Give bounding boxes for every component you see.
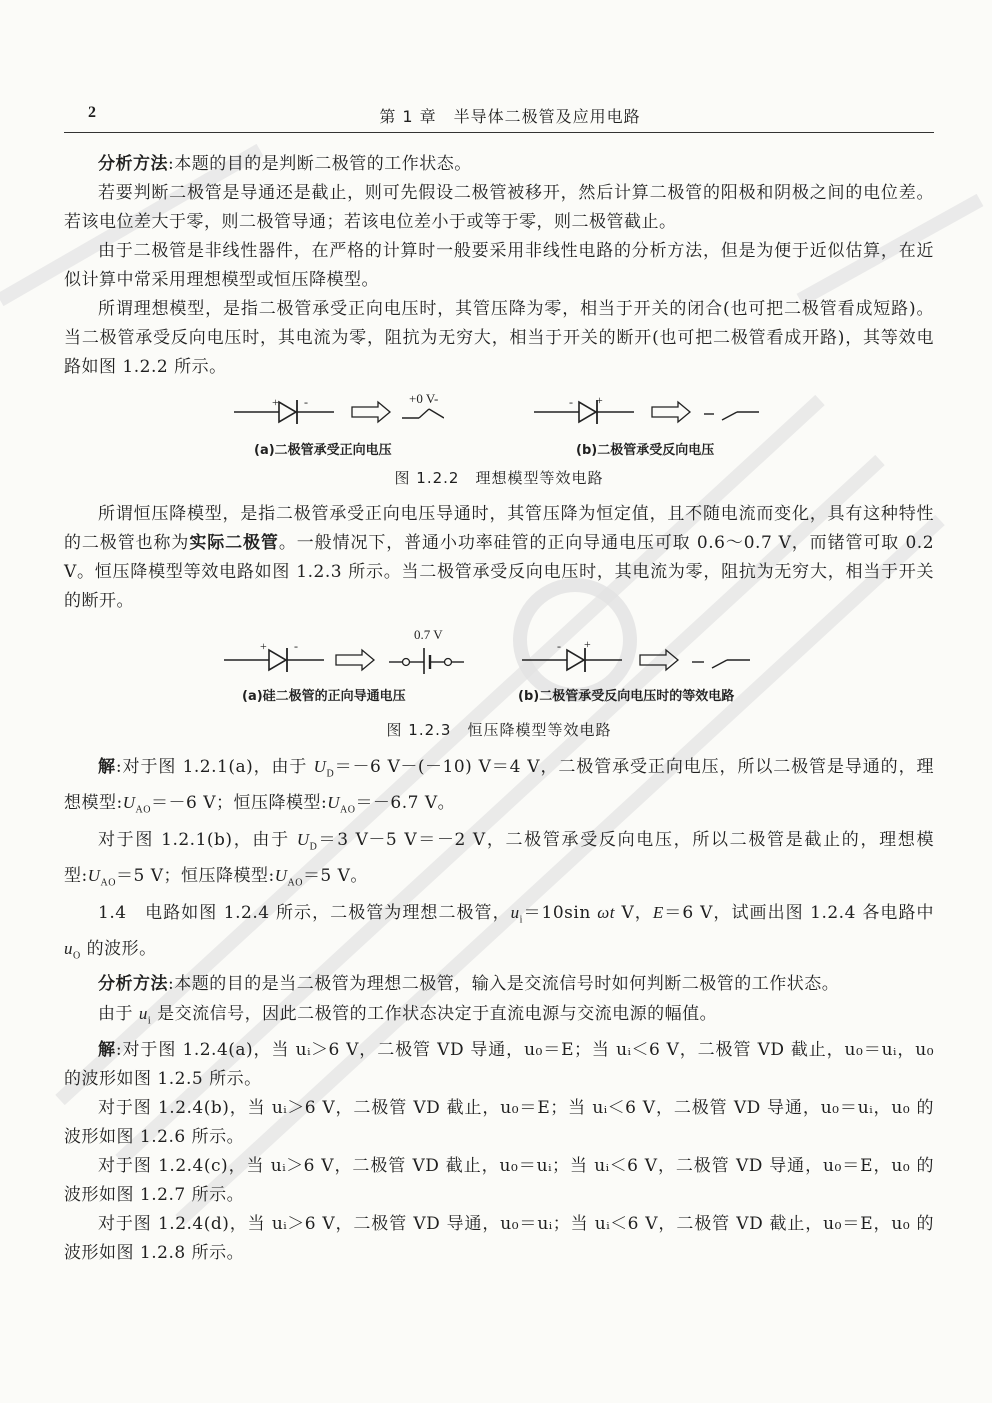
fig122a-zero-v-label: +0 V-	[409, 391, 439, 406]
figure-1-2-2	[64, 390, 934, 490]
solution-2-text-c: ＝5 V；恒压降模型:	[115, 866, 275, 887]
paragraph-solution-b: 对于图 1.2.4(b)，当 uᵢ＞6 V，二极管 VD 截止，u₀＝E；当 uᵢ＜6 V，二极管 VD 导通，u₀＝uᵢ，u₀ 的波形如图 1.2.6 所示。	[64, 1097, 934, 1147]
fig123-caption: 图 1.2.3 恒压降模型等效电路	[386, 721, 612, 739]
page-content	[64, 150, 934, 1268]
running-title: 第 1 章 半导体二极管及应用电路	[379, 107, 641, 126]
problem-text-a: 1.4 电路如图 1.2.4 所示，二极管为理想二极管，	[98, 902, 511, 923]
solution-1-text-d: ＝－6.7 V。	[355, 793, 456, 814]
problem-text-e: 的波形。	[80, 938, 157, 959]
symbol-ui: $u_i$	[510, 902, 523, 925]
paragraph-solution-d: 对于图 1.2.4(d)，当 uᵢ＞6 V，二极管 VD 导通，u₀＝uᵢ；当 uᵢ＜6 V，二极管 VD 截止，u₀＝E，u₀ 的波形如图 1.2.8 所示。	[64, 1213, 934, 1263]
paragraph-solution-a	[64, 1036, 934, 1094]
solution-label: 解	[98, 757, 116, 777]
solution-2-text-a: 对于图 1.2.1(b)，由于	[98, 829, 297, 850]
solution-1-text-a: :对于图 1.2.1(a)，由于	[115, 757, 314, 777]
analysis-method-label: 分析方法	[98, 974, 168, 995]
ac-text-a: 由于	[98, 1004, 139, 1025]
real-diode-term: 实际二极管	[189, 533, 279, 553]
solution-1-text-c: ＝－6 V；恒压降模型:	[150, 793, 328, 814]
solution-2-text-d: ＝5 V。	[302, 866, 368, 887]
fig123b-minus-label: -	[557, 639, 561, 653]
paragraph-ideal-model: 所谓理想模型，是指二极管承受正向电压时，其管压降为零，相当于开关的闭合(也可把二极管看成短路)。当二极管承受反向电压时，其电流为零，阻抗为无穷大，相当于开关的断开(也可把二极管看成开路)，其等效电路如图 1.2.2 所示。	[64, 299, 934, 377]
symbol-uao: $U_{AO}$	[274, 866, 303, 889]
fig123-subcaption-a: (a)硅二极管的正向导通电压	[242, 689, 406, 704]
symbol-uao: $U_{AO}$	[327, 793, 356, 816]
analysis-method-text: :本题的目的是判断二极管的工作状态。	[168, 154, 472, 174]
header-rule	[64, 132, 934, 133]
paragraph-analysis-method-1	[64, 150, 934, 179]
problem-text-c: V，	[615, 902, 653, 923]
page-number: 2	[88, 104, 96, 121]
constant-drop-text-a: 所谓恒压降模型，是指二极管承受正向电压导通时，其管压降为恒定值，且不随电流而变化，具有这种特性的二极管也称为	[64, 504, 934, 553]
paragraph-analysis-method-2	[64, 970, 934, 999]
symbol-uo: $u_O$	[64, 938, 81, 962]
fig123-subcaption-b: (b)二极管承受反向电压时的等效电路	[518, 689, 735, 704]
solution-1-text-b: ＝－6 V－(－10) V＝4 V，二极管承受正向电压，所以二极管是导通的，理想模型:	[64, 757, 934, 814]
fig122-caption: 图 1.2.2 理想模型等效电路	[394, 469, 604, 487]
fig122b-plus-label: +	[596, 393, 603, 407]
symbol-e: E	[652, 902, 664, 922]
ac-text-b: 是交流信号，因此二极管的工作状态决定于直流电源与交流电源的幅值。	[151, 1004, 718, 1025]
fig123a-voltage-label: 0.7 V	[414, 627, 443, 642]
paragraph-solution-c: 对于图 1.2.4(c)，当 uᵢ＞6 V，二极管 VD 截止，u₀＝uᵢ；当 uᵢ＜6 V，二极管 VD 导通，u₀＝E，u₀ 的波形如图 1.2.7 所示。	[64, 1155, 934, 1205]
solution-2-text-b: ＝3 V－5 V＝－2 V，二极管承受反向电压，所以二极管是截止的，理想模型:	[64, 829, 934, 887]
fig122b-minus-label: -	[569, 395, 573, 409]
solution-a-text: :对于图 1.2.4(a)，当 uᵢ＞6 V，二极管 VD 导通，u₀＝E；当 uᵢ＜6 V，二极管 VD 截止，u₀＝uᵢ，u₀ 的波形如图 1.2.5 所示。	[64, 1039, 935, 1089]
fig122a-plus-label: +	[272, 395, 279, 409]
page-header	[88, 104, 932, 128]
paragraph-solution-1	[64, 752, 934, 825]
figure-1-2-3	[64, 624, 934, 742]
symbol-ui: $u_i$	[138, 1004, 152, 1027]
paragraph-constant-drop-model	[64, 500, 934, 616]
paragraph-ac-signal	[64, 999, 934, 1035]
fig122a-minus-label: -	[304, 395, 308, 409]
paragraph-judge-diode: 若要判断二极管是导通还是截止，则可先假设二极管被移开，然后计算二极管的阳极和阴极之间的电位差。若该电位差大于零，则二极管导通；若该电位差小于或等于零，则二极管截止。	[64, 183, 934, 232]
paragraph-problem-1-4	[64, 898, 934, 971]
fig123a-plus-label: +	[260, 639, 267, 653]
problem-text-b: ＝10sin	[522, 902, 598, 923]
problem-text-d: ＝6 V，试画出图 1.2.4 各电路中	[663, 902, 935, 923]
fig122-subcaption-b: (b)二极管承受反向电压	[576, 443, 715, 458]
fig122-subcaption-a: (a)二极管承受正向电压	[254, 443, 392, 458]
analysis-method-label: 分析方法	[98, 154, 168, 174]
constant-drop-text-b: 。一般情况下，普通小功率硅管的正向导通电压可取 0.6～0.7 V，而锗管可取 0.2 V。恒压降模型等效电路如图 1.2.3 所示。当二极管承受反向电压时，其电流为零，阻抗为无穷大，相当于开关的断开。	[64, 533, 935, 611]
analysis-method-2-text: :本题的目的是当二极管为理想二极管，输入是交流信号时如何判断二极管的工作状态。	[168, 974, 840, 995]
symbol-ud: $U_D$	[296, 829, 318, 853]
paragraph-solution-2	[64, 825, 934, 898]
fig123b-plus-label: +	[584, 637, 591, 651]
symbol-omega-t: ωt	[597, 902, 615, 922]
solution-label: 解	[98, 1039, 116, 1060]
symbol-uao: $U_{AO}$	[122, 793, 151, 816]
paragraph-nonlinear: 由于二极管是非线性器件，在严格的计算时一般要采用非线性电路的分析方法，但是为便于近似估算，在近似计算中常采用理想模型或恒压降模型。	[64, 241, 934, 290]
symbol-ud: $U_D$	[313, 757, 335, 780]
symbol-uao: $U_{AO}$	[87, 866, 116, 889]
fig123a-minus-label: -	[294, 639, 298, 653]
